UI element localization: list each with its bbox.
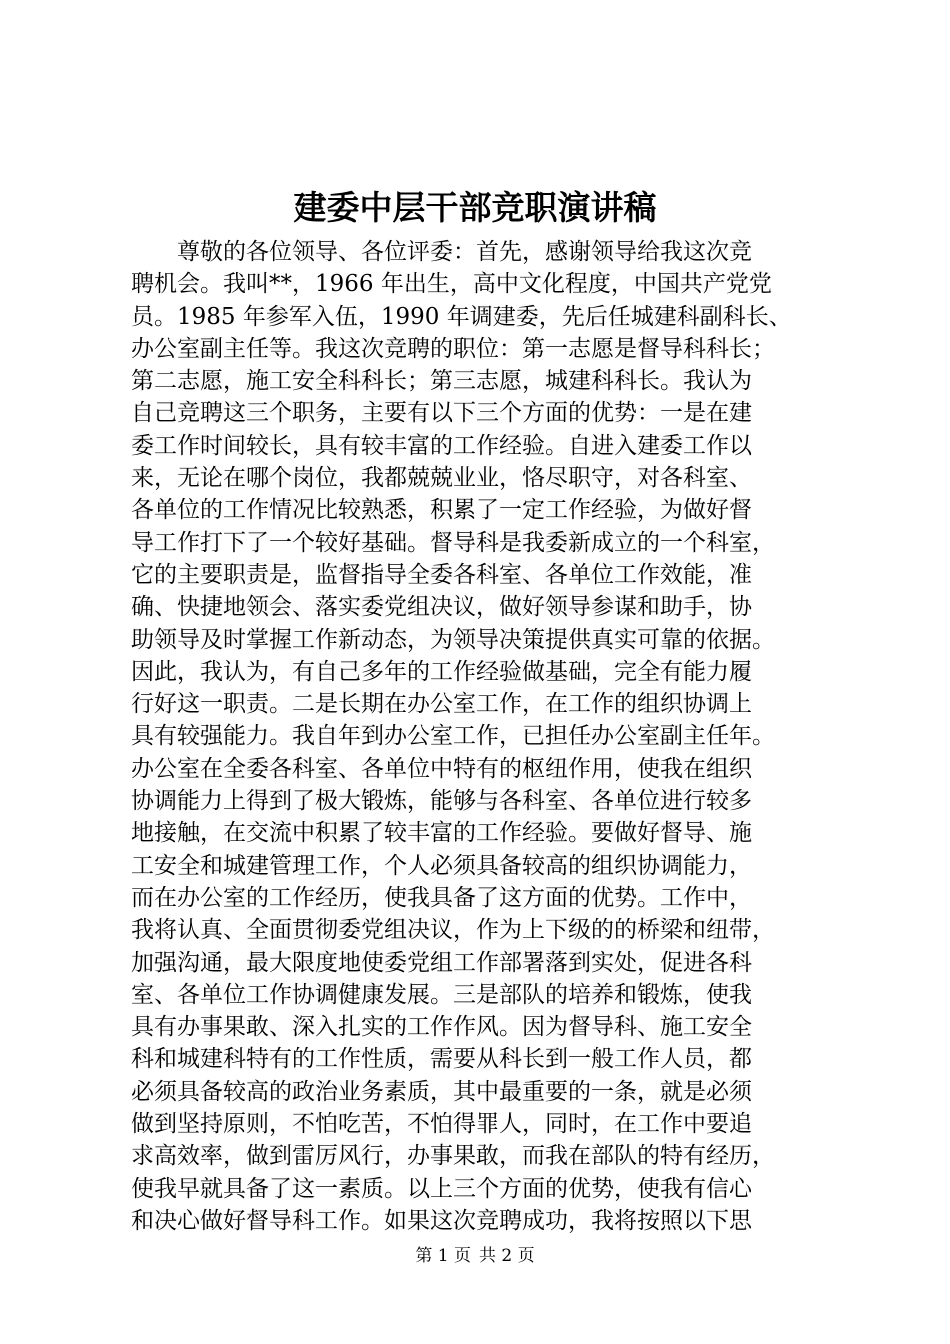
body-line: 我将认真、全面贯彻委党组决议，作为上下级的的桥梁和纽带， [131, 917, 775, 944]
body-line: 办公室在全委各科室、各单位中特有的枢纽作用，使我在组织 [131, 755, 752, 782]
body-line: 和决心做好督导科工作。如果这次竞聘成功，我将按照以下思 [131, 1207, 752, 1234]
body-line: 科和城建科特有的工作性质，需要从科长到一般工作人员，都 [131, 1046, 752, 1073]
body-line: 求高效率，做到雷厉风行，办事果敢，而我在部队的特有经历， [131, 1143, 775, 1170]
body-line: 确、快捷地领会、落实委党组决议，做好领导参谋和助手，协 [131, 594, 752, 621]
body-line: 委工作时间较长，具有较丰富的工作经验。自进入建委工作以 [131, 432, 752, 459]
document-body [131, 236, 831, 1237]
body-line: 来，无论在哪个岗位，我都兢兢业业，恪尽职守，对各科室、 [131, 465, 752, 492]
body-line: 协调能力上得到了极大锻炼，能够与各科室、各单位进行较多 [131, 788, 752, 815]
body-line: 自己竞聘这三个职务，主要有以下三个方面的优势：一是在建 [131, 400, 752, 427]
document-title: 建委中层干部竞职演讲稿 [293, 188, 657, 227]
body-line: 加强沟通，最大限度地使委党组工作部署落到实处，促进各科 [131, 949, 752, 976]
body-line: 第二志愿，施工安全科科长；第三志愿，城建科科长。我认为 [131, 368, 752, 395]
body-line: 员。1985 年参军入伍，1990 年调建委，先后任城建科副科长、 [131, 303, 792, 330]
page-footer [0, 1244, 950, 1268]
body-line: 它的主要职责是，监督指导全委各科室、各单位工作效能，准 [131, 561, 752, 588]
body-line: 必须具备较高的政治业务素质，其中最重要的一条，就是必须 [131, 1078, 752, 1105]
body-line: 地接触，在交流中积累了较丰富的工作经验。要做好督导、施 [131, 820, 752, 847]
body-line: 导工作打下了一个较好基础。督导科是我委新成立的一个科室， [131, 529, 775, 556]
body-line: 工安全和城建管理工作，个人必须具备较高的组织协调能力， [131, 852, 752, 879]
body-line: 聘机会。我叫**，1966 年出生，高中文化程度，中国共产党党 [131, 271, 772, 298]
body-line: 具有较强能力。我自年到办公室工作，已担任办公室副主任年。 [131, 723, 775, 750]
body-line: 助领导及时掌握工作新动态，为领导决策提供真实可靠的依据。 [131, 626, 775, 653]
body-line: 办公室副主任等。我这次竞聘的职位：第一志愿是督导科科长； [131, 335, 775, 362]
body-line: 而在办公室的工作经历，使我具备了这方面的优势。工作中， [131, 884, 752, 911]
body-line: 做到坚持原则，不怕吃苦，不怕得罪人，同时，在工作中要追 [131, 1111, 752, 1138]
body-line: 行好这一职责。二是长期在办公室工作，在工作的组织协调上 [131, 691, 752, 718]
body-line: 各单位的工作情况比较熟悉，积累了一定工作经验，为做好督 [131, 497, 752, 524]
body-line: 室、各单位工作协调健康发展。三是部队的培养和锻炼，使我 [131, 981, 752, 1008]
page-number: 第 1 页 [415, 1246, 471, 1266]
body-line: 尊敬的各位领导、各位评委：首先，感谢领导给我这次竞 [177, 239, 752, 265]
page-total: 共 2 页 [479, 1246, 535, 1266]
body-line: 具有办事果敢、深入扎实的工作作风。因为督导科、施工安全 [131, 1014, 752, 1041]
body-line: 使我早就具备了这一素质。以上三个方面的优势，使我有信心 [131, 1175, 752, 1202]
body-line: 因此，我认为，有自己多年的工作经验做基础，完全有能力履 [131, 658, 752, 685]
